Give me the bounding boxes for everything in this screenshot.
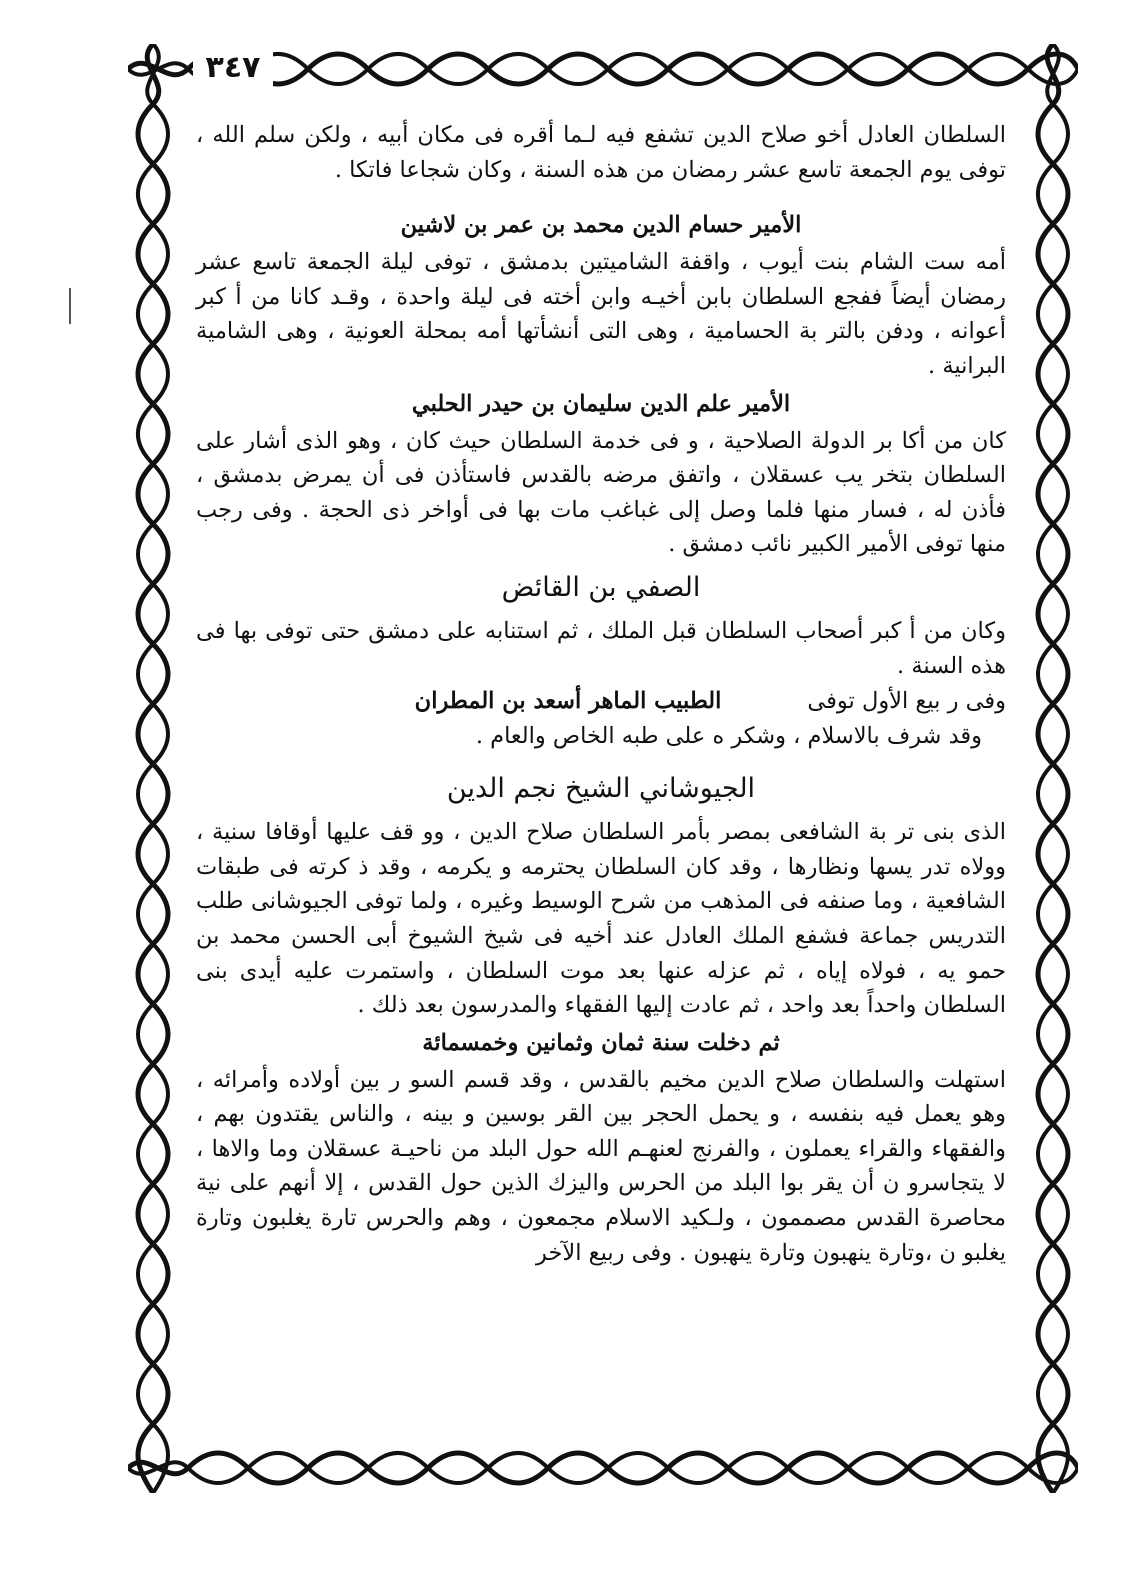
main-text (196, 118, 1006, 1438)
heading-hussam-al-din: الأمير حسام الدين محمد بن عمر بن لاشين (400, 212, 802, 239)
ornamental-border-right (1028, 44, 1078, 1493)
paragraph-5-line-1 (196, 683, 1006, 719)
paragraph-3: كان من أكا بر الدولة الصلاحية ، و فى خدمة السلطان حيث كان ، وهو الذى أشار على السلطان بتخر يب عسقلان ، واتفق مرضه بالقدس فاستأذن فى أن يمرض بدمشق ، فأذن له ، فسار منها فلما وصل إلى غباغب مات بها فى أواخر ذى الحجة . وفى رجب منها توفى الأمير الكبير نائب دمشق . (196, 427, 1006, 558)
paragraph-4: وكان من أ كبر أصحاب السلطان قبل الملك ، ثم استنابه على دمشق حتى توفى بها فى هذه السنة . (196, 617, 1006, 679)
heading-al-safi: الصفي بن القائض (501, 571, 701, 603)
heading-al-jiyushani: الجيوشاني الشيخ نجم الدين (446, 773, 756, 805)
ornamental-border-bottom (128, 1443, 1078, 1493)
heading-year-588: ثم دخلت سنة ثمان وثمانين وخمسمائة (422, 1029, 780, 1056)
ornamental-border-left (128, 44, 178, 1493)
page-number: ٣٤٧ (193, 46, 273, 90)
paragraph-6: الذى بنى تر بة الشافعى بمصر بأمر السلطان صلاح الدين ، وو قف عليها أوقافا سنية ، وولاه تدر يسها ونظارها ، وقد كان السلطان يحترمه و يكرمه ، وقد ذ كرته فى طبقات الشافعية ، وما صنفه فى المذهب من شرح الوسيط وغيره ، ولما توفى الجيوشانى طلب التدريس جماعة فشفع الملك العادل عند أخيه فى شيخ الشيوخ أبى الحسن محمد بن حمو يه ، فولاه إياه ، ثم عزله عنها بعد موت السلطان ، واستمرت عليه أيدى بنى السلطان واحداً بعد واحد ، ثم عادت إليها الفقهاء والمدرسون بعد ذلك . (196, 819, 1006, 1019)
margin-mark (69, 288, 71, 324)
paragraph-7: استهلت والسلطان صلاح الدين مخيم بالقدس ، وقد قسم السو ر بين أولاده وأمرائه ، وهو يعمل فيه بنفسه ، و يحمل الحجر بين القر بوسين و بينه ، والناس يقتدون بهم ، والفقهاء والقراء يعملون ، والفرنج لعنهـم الله حول البلد من ناحيـة عسقلان وما والاها ، لا يتجاسرو ن أن يقر بوا البلد من الحرس واليزك الذين حول القدس ، إلا أنهم على نية محاصرة القدس مصممون ، ولـكيد الاسلام مجمعون ، وهم والحرس تارة يغلبون وتارة يغلبو ن ،وتارة ينهبون وتارة ينهبون . وفى ربيع الآخر (196, 1066, 1006, 1266)
paragraph-5-line-2: وقد شرف بالاسلام ، وشكر ه على طبه الخاص والعام . (475, 723, 982, 750)
paragraph-5-name: الطبيب الماهر أسعد بن المطران (414, 688, 722, 715)
heading-alam-al-din: الأمير علم الدين سليمان بن حيدر الحلبي (411, 390, 791, 417)
paragraph-2: أمه ست الشام بنت أيوب ، واقفة الشاميتين بدمشق ، توفى ليلة الجمعة تاسع عشر رمضان أيضاً ففجع السلطان بابن أخيـه وابن أخته فى ليلة واحدة ، وقـد كانا من أ كبر أعوانه ، ودفن بالتر بة الحسامية ، وهى التى أنشأتها أمه بمحلة العونية ، وهى الشامية البرانية . (196, 249, 1006, 379)
paragraph-1: السلطان العادل أخو صلاح الدين تشفع فيه لـما أقره فى مكان أبيه ، ولكن سلم الله ، توفى يوم الجمعة تاسع عشر رمضان من هذه السنة ، وكان شجاعا فاتكا . (196, 122, 1006, 183)
paragraph-5-prefix: وفى ر بيع الأول توفى (807, 688, 1006, 715)
